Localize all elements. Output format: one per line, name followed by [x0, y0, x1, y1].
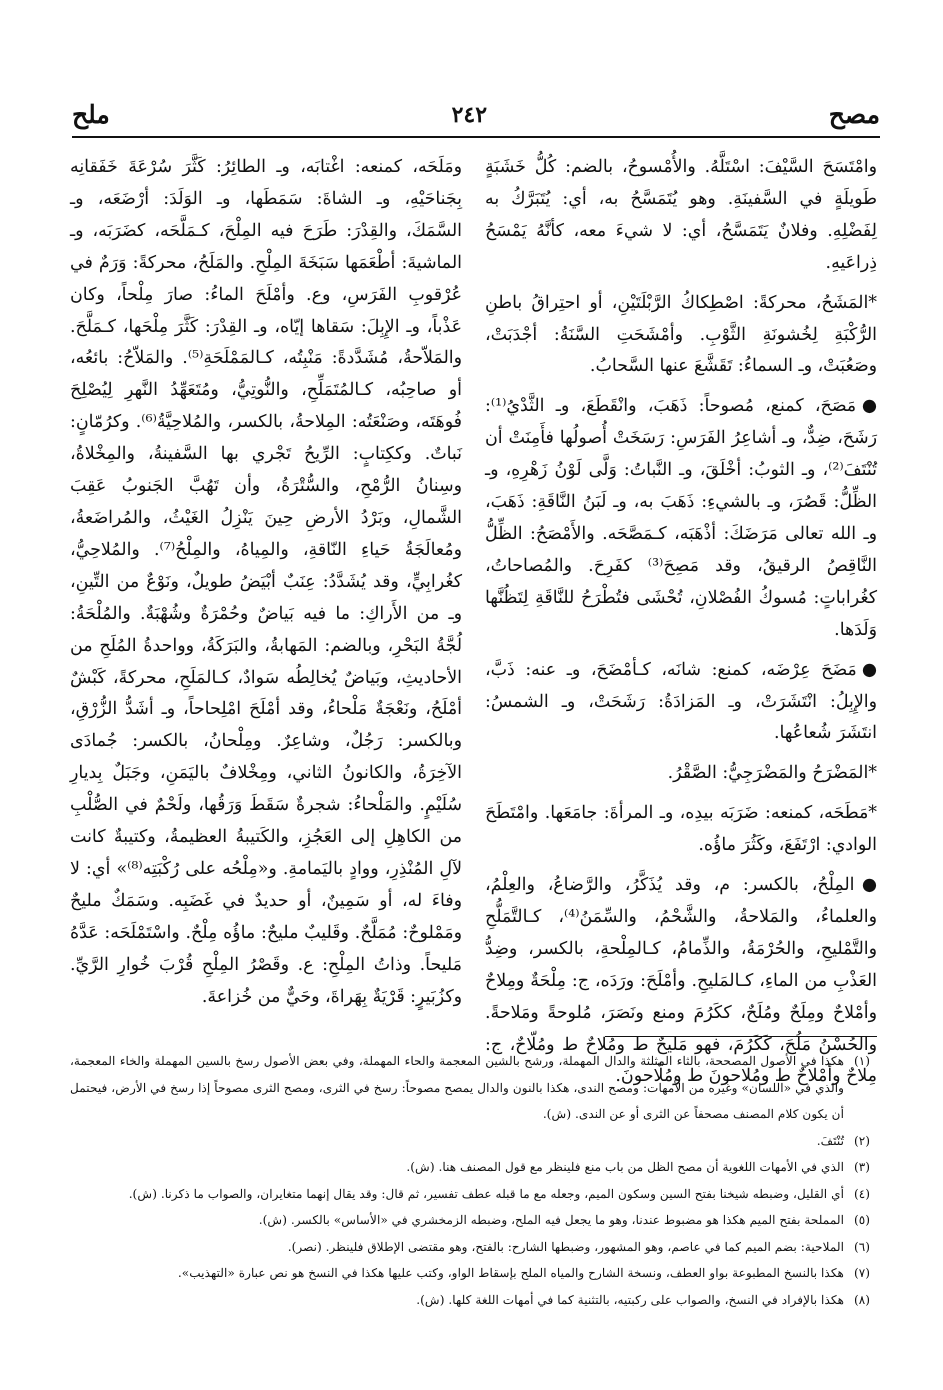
footnote-number: (٨)	[853, 1292, 871, 1307]
entry-paragraph: *مَطَحَه، كمنعه: ضَرَبَه بيدِه، وـ المرأةَ: جامَعَها. وامْتَطَحَ الوادي: ارْتَفَعَ، وكَثُرَ ماؤُه.	[485, 803, 877, 856]
footnote	[70, 1234, 880, 1261]
footnote-number: (٦)	[853, 1239, 871, 1254]
footnote-text: الملاحية: بضم الميم كما في عاصم، وهو المشهور، وضبطها الشارح: بالفتح، وهو مقتضى الإطلاق فلينظر. (نصر).	[287, 1239, 844, 1254]
right-text-column	[485, 152, 878, 1087]
footnote-text: هكذا في الأصول المصححة، بالثاء المثلثة والدال المهملة، ورشح بالشين المعجمة والحاء المهملة، وفي بعض الأصول رسخ بالسين المهملة والخاء المعجمة، والذي في «اللسان» وغيره من الأمهات: ومصح الندى، هكذا بالنون والدال يمصح مصوحاً: رسخ في الثرى، ومصح الثرى مصوحاً إذا رسخ في الأرض، فيحتمل أن يكون كلام المصنف مصحفاً عن الثرى أو عن الندى. (ش).	[70, 1054, 844, 1121]
entry-paragraph: *المَشَحُ، محركةً: اصْطِكاكُ الرَّبْلَتَيْنِ، أو احتِراقُ باطنِ الرُّكْبَةِ لِخُشونَةِ الثَّوْبِ. وأمْشَحَتِ السَّنَةُ: أجْدَبَتْ، وصَعُبَتْ، وـ السماءُ: تَقَشَّعَ عنها السَّحابُ.	[485, 292, 877, 377]
footnote-number: (٢)	[853, 1133, 871, 1148]
entry-paragraph: ●مَصَحَ، كمنع، مُصوحاً: ذَهَبَ، وانْقَطَعَ، وـ الثَّدْيُ⁽¹⁾: رَشَحَ، ضِدٌّ، وـ أشاعِرُ الفَرَسِ: رَسَخَتْ أُصولُها فأَمِنَتْ أن تُنْتَفَ⁽²⁾، وـ الثوبُ: أخْلَقَ، وـ النَّباتُ: وَلَّى لَوْنُ زَهْرِهِ، وـ الظِّلُّ: قَصُرَ، وـ بالشيءِ: ذَهَبَ به، وـ لَبَنُ النَّاقَةِ: ذَهَبَ، وـ الله تعالى مَرَضَكَ: أذْهَبَه، كـمَصَّحَه. والأَمْصَحُ: الظِّلُّ النَّاقِصُ الرقيقُ، وقد مَصِحَ⁽³⁾ كفَرِحَ. والمُصاحاتُ، كغُراباتٍ: مُسوكُ الفُصْلانِ، تُحْشَى فتُطْرَحُ للنَّاقَةِ لِتَظُنَّها وَلَدَها.	[485, 396, 878, 640]
footnote-text: تُنْتَفَ.	[816, 1133, 844, 1148]
footnote	[70, 1154, 880, 1181]
footnote	[70, 1207, 880, 1234]
entry-paragraph: *المَضْرَحُ والمَضْرَجِيُّ: الصَّقْرُ.	[667, 763, 877, 784]
page-header	[72, 92, 880, 138]
footnote-number: (٧)	[853, 1266, 871, 1280]
footnote-number: (٣)	[853, 1160, 871, 1174]
footnotes	[70, 1048, 880, 1313]
left-text-column	[70, 152, 462, 1014]
footnote-text: هكذا بالإفراد في النسخ، والصواب على ركبتيه، بالتثنية كما في أمهات اللغة كلها. (ش).	[416, 1292, 844, 1307]
footnote	[70, 1128, 880, 1155]
footnote	[70, 1048, 880, 1128]
footnote-text: الذي في الأمهات اللغوية أن مصح الظل من باب منع فلينظر مع قول المصنف هنا. (ش).	[406, 1160, 844, 1174]
footnote	[70, 1181, 880, 1208]
header-keyword-left: ملح	[72, 100, 110, 129]
entry-paragraph: ●المِلْحُ، بالكسر: م، وقد يُذَكَّرُ، والرَّضاعُ، والعِلْمُ، والعلماءُ، والمَلاحةُ، والشَّحْمُ، والسِّمَنُ⁽⁴⁾، كـالتَّمَلُّحِ والتَّمْليحِ، والحُرْمَةُ، والذِّمامُ، كـالمِلْحةِ، بالكسر، وضِدُّ العَذْبِ من الماءِ، كـالمَليحِ. وأمْلَحَ: ورَدَه، ج: مِلْحَةٌ ومِلاحٌ وأمْلاحٌ ومِلَحٌ ومُلَحٌ، ككَرُمَ ومنع ونَصَرَ، مُلوحةً ومَلاحةً. والحُسْنُ مَلُحَ، كَكَرُمَ، فهو مَليحٌ ط ومُلاحٌ ط ومُلّاحٌ، ج: مِلاحٌ وأمْلاحٌ ط ومُلاحونَ ط ومُلّاحونَ.	[485, 875, 878, 1087]
footnote-number: (٥)	[853, 1213, 871, 1227]
entry-paragraph: ومَلَحَه، كمنعه: اغْتابَه، وـ الطائِرُ: كَثَّرَ سُرْعَةَ خَفَقانِه بِجَناحَيْهِ، وـ الشاةَ: سَمَطَها، وـ الوَلَدَ: أرْضَعَه، وـ السَّمَكَ، والقِدْرَ: طَرَحَ فيه المِلْحَ، كـمَلَّحَه، كضَرَبَه، وـ الماشيةَ: أطْعَمَها سَبَخَةَ المِلْحِ. والمَلَحُ، محركةً: وَرَمٌ في عُرْقوبِ الفَرَسِ، وع. وأمْلَحَ الماءُ: صارَ مِلْحاً، وكان عَذْباً، وـ الإِبِلَ: سَقاها إيّاه، وـ القِدْرَ: كَثَّرَ مِلْحَها، كـمَلَّحَ. والمَلاّحةُ، مُشَدَّدةً: مَنْبِتُه، كـالمَمْلَحَةِ⁽⁵⁾. والمَلاّحُ: بائعُه، أو صاحِبُه، كـالمُتَمَلِّحِ، والنُّوتِيُّ، ومُتَعَهِّدُ النَّهرِ لِيُصْلِحَ فُوهَتَه، وصَنْعَتُه: المِلاحةُ، بالكسر، والمُلاحِيَّةُ⁽⁶⁾. وكرُمّانٍ: نَباتٌ. وككِتابٍ: الرِّيحُ تَجْري بها السَّفينةُ، والمِخْلاةُ، وسِنانُ الرُّمْحِ، والسُّتْرَةُ، وأن تَهُبَّ الجَنوبُ عَقِبَ الشَّمالِ، وبَرْدُ الأرضِ حِينَ يَنْزِلُ الغَيْثُ، والمُراضَعةُ، ومُعالَجَةُ حَياءِ النّاقةِ، والمِياهُ، والمِلْحُ⁽⁷⁾. والمُلاحِيُّ، كغُرابِيٍّ، وقد يُشَدَّدُ: عِنَبٌ أبْيَضُ طويلٌ، ونَوْعٌ من التِّينِ، وـ من الأَراكِ: ما فيه بَياضٌ وحُمْرَةٌ وشُهْبَةٌ. والمُلْحَةُ: لُجَّةُ البَحْرِ، وبالضم: المَهابةُ، والبَرَكَةُ، وواحدةُ المُلَحِ من الأحاديثِ، وبَياضٌ يُخالِطُه سَوادٌ، كـالمَلَحِ، محركةً، كَبْشٌ أمْلَحُ، ونَعْجَةٌ مَلْحاءُ، وقد أمْلَحَ امْلِحاحاً، وـ أشَدُّ الزُّرْقِ، وبالكسر: رَجُلٌ، وشاعِرٌ. ومِلْحانُ، بالكسر: جُمادَى الآخِرَةُ، والكانونُ الثاني، ومِخْلافٌ باليَمَنِ، وجَبَلٌ بِديارِ سُلَيْمٍ. والمَلْحاءُ: شجرةٌ سَقَطَ وَرَقُها، ولَحْمٌ في الصُّلْبِ من الكاهِلِ إلى العَجُزِ، والكَتيبةُ العظيمةُ، وكتيبةٌ كانت لآلِ المُنْذِرِ، ووادٍ باليَمامةِ. و«مِلْحُه على رُكْبَتِه⁽⁸⁾» أي: لا وفاءَ له، أو سَمِينٌ، أو حديدٌ في غَضَبِه. وسَمَكٌ مليحٌ ومَمْلوحٌ: مُمَلَّحٌ. وقَليبٌ مليحٌ: ماؤُه مِلْحٌ. واسْتَمْلَحَه: عَدَّهُ مَليحاً. وذاتُ المِلْحِ: ع. وقَصْرُ المِلْحِ قُرْبَ خُوارِ الرَّيِّ. وكزُبَيرٍ: قَرْيَةٌ بِهَراةَ، وحَيٌّ من خُزاعةَ.	[70, 157, 462, 1007]
header-keyword-right: مصح	[828, 100, 880, 129]
footnote-text: المملحة بفتح الميم هكذا هو مضبوط عندنا، وهو ما يجعل فيه الملح، وضبطه الزمخشري في «الأساس» بالكسر. (ش).	[258, 1213, 844, 1227]
footnote-number: (٤)	[853, 1186, 871, 1201]
entry-paragraph: وامْتَسَحَ السَّيْفَ: اسْتَلَّهُ. والأُمْسوحُ، بالضم: كُلُّ خَشَبَةٍ طَويلَةٍ في السَّفينَةِ. وهو يُتَمَسَّحُ به، أي: يُتَبَرَّكُ به لِفَضْلِهِ. وفلانٌ يَتَمَسَّحُ، أي: لا شيءَ معه، كأنَّهُ يَمْسَحُ ذِراعَيهِ.	[485, 157, 877, 273]
entry-paragraph: ●مَضَحَ عِرْضَه، كمنع: شانَه، كـأمْضَحَ، وـ عنه: ذَبَّ، والإِبِلُ: انْتَشَرَتْ، وـ المَزادَةُ: رَشَحَتْ، وـ الشمسُ: انتَشَرَ شُعاعُها.	[485, 659, 877, 744]
footnote	[70, 1260, 880, 1287]
footnote-text: هكذا بالنسخ المطبوعة بواو العطف، ونسخة الشارح والمياه الملح بإسقاط الواو، وكتب عليها هكذا في النسخ هو نص عبارة «التهذيب».	[177, 1266, 844, 1280]
footnote-separator	[605, 1036, 877, 1037]
footnote	[70, 1287, 880, 1314]
footnote-text: أي القليل، وضبطه شيخنا بفتح السين وسكون الميم، وجعله مع ما قبله عطف تفسير، ثم قال: وقد يقال إنهما متغايران، والصواب ما ذكرنا. (ش).	[128, 1186, 844, 1201]
page-number: ٢٤٢	[451, 102, 488, 128]
footnote-number: (١)	[853, 1054, 871, 1068]
